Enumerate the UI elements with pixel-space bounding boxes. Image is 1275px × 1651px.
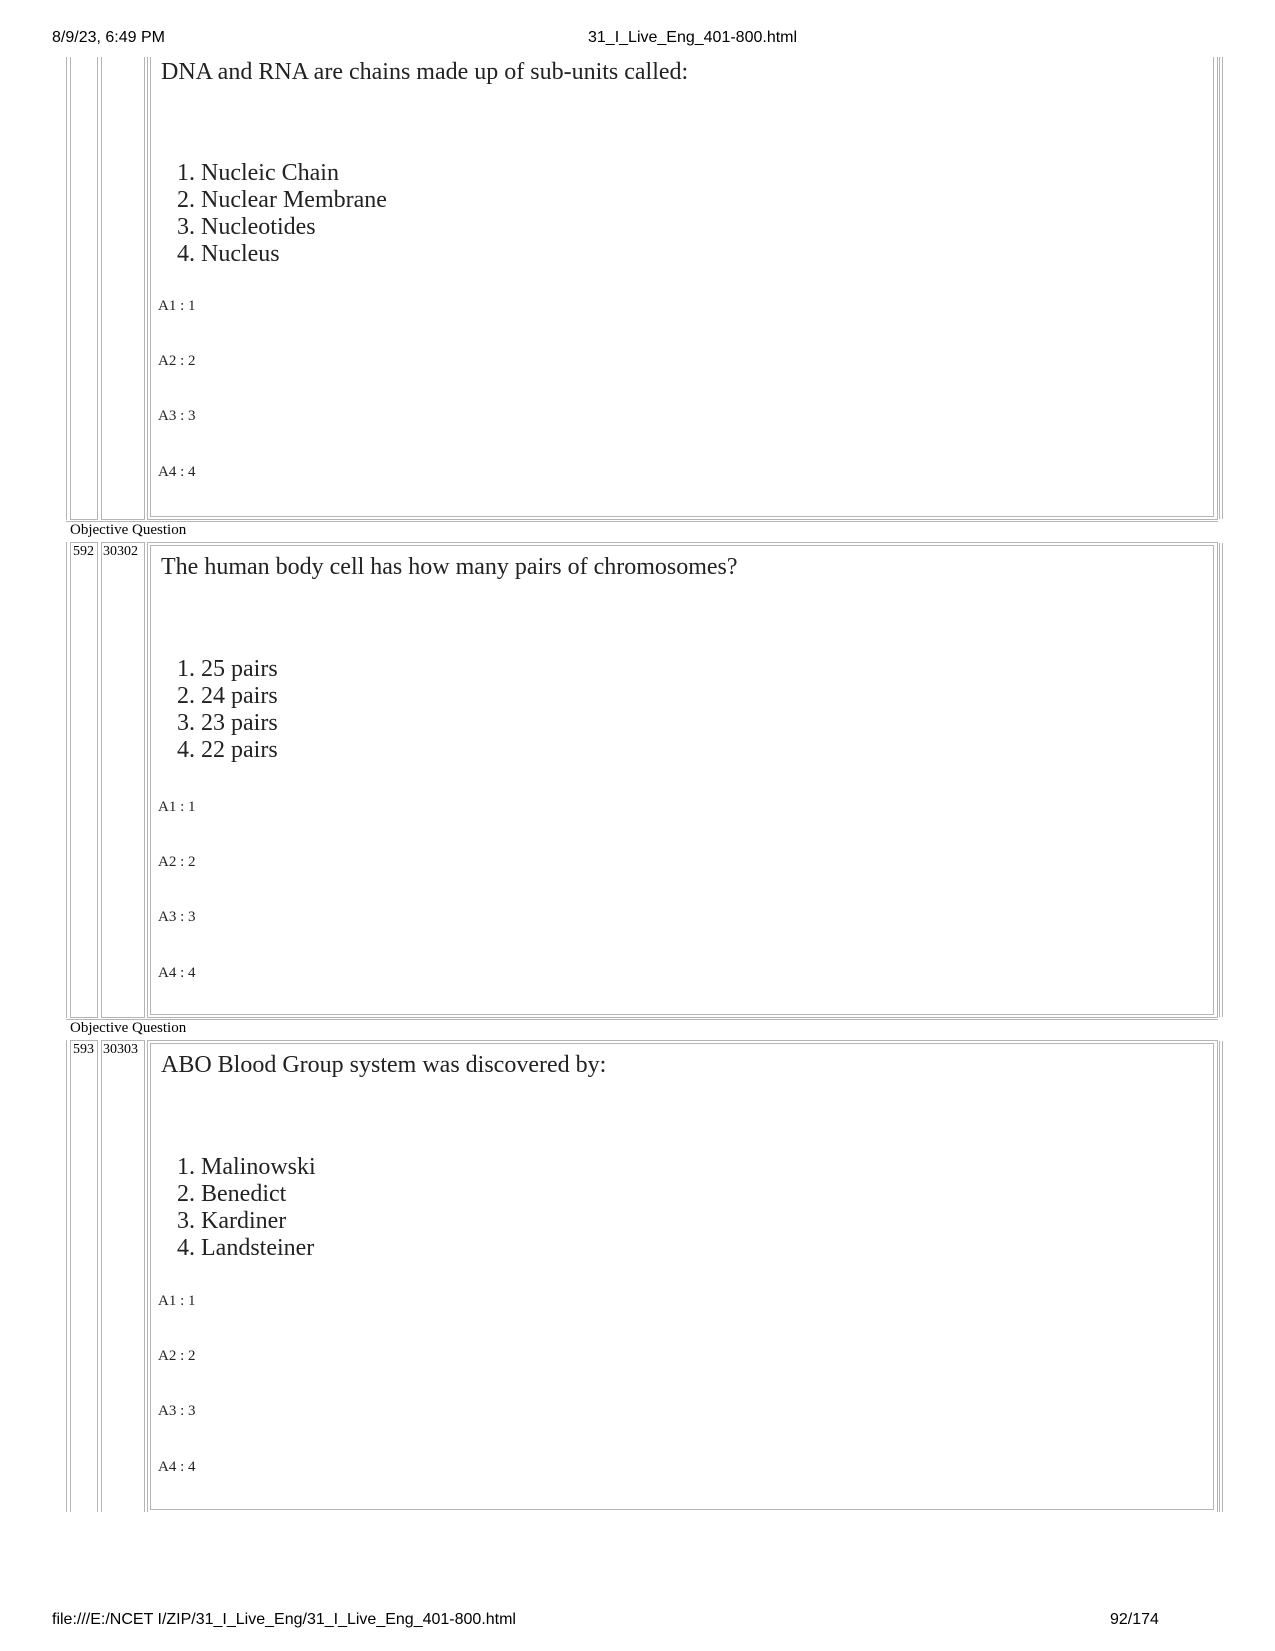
question-content [147, 57, 1218, 520]
print-datetime: 8/9/23, 6:49 PM [52, 29, 165, 46]
print-title: 31_I_Live_Eng_401-800.html [588, 29, 798, 46]
question-inner-frame [150, 545, 1214, 1015]
question-meta-cells [70, 57, 145, 520]
question-number [70, 57, 98, 520]
question-id: 30302 [101, 542, 145, 1018]
answer-3: A3 : 3 [158, 1403, 196, 1419]
option-item: 3. Kardiner [177, 1208, 287, 1234]
answer-2: A2 : 2 [158, 353, 196, 369]
question-block-593 [70, 1040, 1218, 1512]
question-text: DNA and RNA are chains made up of sub-units called: [161, 59, 689, 85]
question-inner-frame [150, 1043, 1214, 1510]
question-block-592 [70, 542, 1218, 1018]
table-right-edge [1219, 1041, 1223, 1512]
option-item: 4. 22 pairs [177, 737, 278, 763]
table-right-edge [1219, 57, 1223, 519]
outer-left-border [66, 57, 67, 520]
option-list [177, 1154, 316, 1262]
answer-3: A3 : 3 [158, 909, 196, 925]
option-item: 2. Benedict [177, 1181, 287, 1207]
option-item: 4. Nucleus [177, 241, 280, 267]
answer-4: A4 : 4 [158, 464, 196, 480]
option-item: 4. Landsteiner [177, 1235, 315, 1261]
row-divider [66, 521, 1218, 522]
answer-2: A2 : 2 [158, 854, 196, 870]
answer-4: A4 : 4 [158, 1459, 196, 1475]
question-block-1 [70, 57, 1218, 520]
question-content [147, 542, 1218, 1018]
question-text: ABO Blood Group system was discovered by: [161, 1052, 607, 1078]
section-label: Objective Question [70, 522, 187, 538]
outer-left-border [66, 1040, 67, 1512]
question-number: 593 [70, 1040, 98, 1512]
option-item: 3. Nucleotides [177, 214, 316, 240]
question-id: 30303 [101, 1040, 145, 1512]
question-inner-frame [150, 57, 1214, 517]
option-item: 2. Nuclear Membrane [177, 187, 387, 213]
print-file-path: file:///E:/NCET I/ZIP/31_I_Live_Eng/31_I_Live_Eng_401-800.html [52, 1611, 516, 1628]
answer-1: A1 : 1 [158, 799, 196, 815]
option-item: 2. 24 pairs [177, 683, 278, 709]
answer-2: A2 : 2 [158, 1348, 196, 1364]
option-list [177, 160, 387, 268]
question-number: 592 [70, 542, 98, 1018]
question-meta-cells [70, 542, 145, 1018]
row-divider [66, 1019, 1218, 1020]
print-page-number: 92/174 [1110, 1611, 1159, 1628]
answer-1: A1 : 1 [158, 1293, 196, 1309]
outer-left-border [66, 542, 67, 1018]
answer-3: A3 : 3 [158, 408, 196, 424]
question-id [101, 57, 145, 520]
question-text: The human body cell has how many pairs of chromosomes? [161, 554, 738, 580]
option-item: 1. Nucleic Chain [177, 160, 339, 186]
option-item: 1. Malinowski [177, 1154, 316, 1180]
table-right-edge [1219, 543, 1223, 1017]
section-label: Objective Question [70, 1020, 187, 1036]
answer-4: A4 : 4 [158, 965, 196, 981]
question-content [147, 1040, 1218, 1512]
answer-1: A1 : 1 [158, 298, 196, 314]
option-list [177, 656, 278, 764]
question-meta-cells [70, 1040, 145, 1512]
option-item: 3. 23 pairs [177, 710, 278, 736]
option-item: 1. 25 pairs [177, 656, 278, 682]
